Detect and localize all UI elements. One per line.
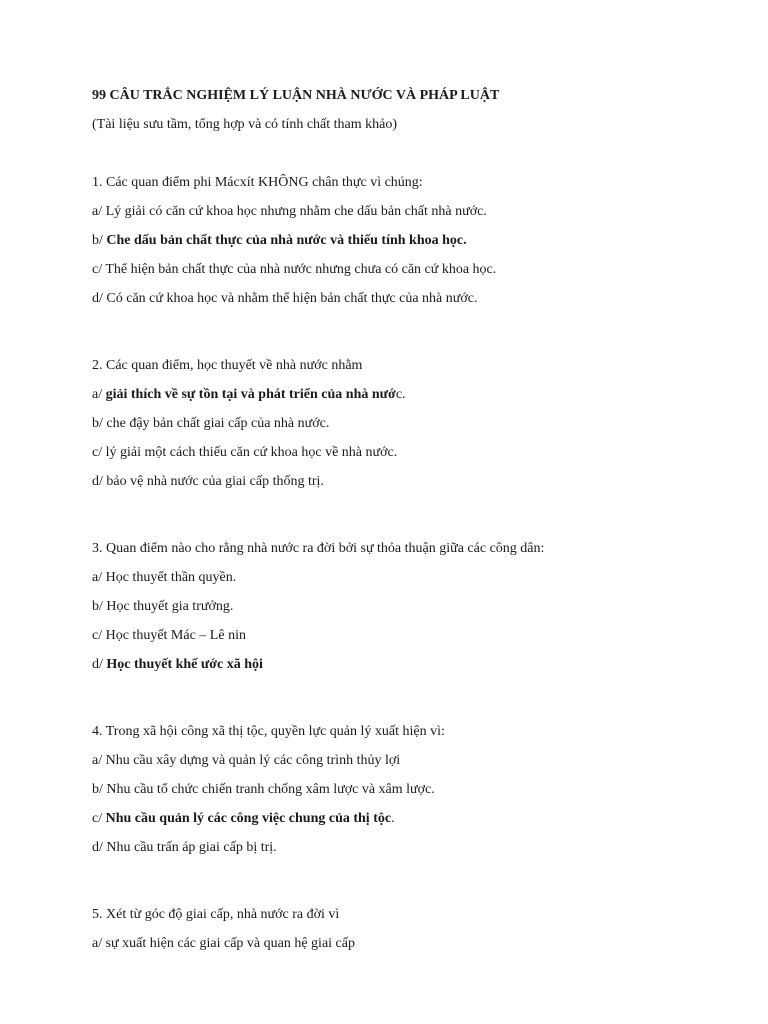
option-prefix: c/	[92, 811, 106, 826]
option-text: lý giải một cách thiếu căn cứ khoa học về nhà nước.	[105, 445, 398, 460]
option-text: Có căn cứ khoa học và nhằm thể hiện bản chất thực của nhà nước.	[106, 291, 478, 306]
option-text: Lý giải có căn cứ khoa học nhưng nhằm che dấu bản chất nhà nước.	[105, 204, 487, 219]
option-text: Học thuyết thần quyền.	[105, 570, 237, 585]
option-a	[92, 934, 732, 963]
option-b	[92, 414, 732, 443]
option-d	[92, 838, 732, 867]
option-prefix: c/	[92, 262, 106, 277]
option-c-correct	[92, 809, 732, 838]
option-a	[92, 568, 732, 597]
option-prefix: a/	[92, 753, 106, 768]
question-5	[92, 905, 732, 963]
option-a	[92, 751, 732, 780]
option-prefix: c/	[92, 445, 106, 460]
option-prefix: d/	[92, 291, 107, 306]
option-d	[92, 289, 732, 318]
option-prefix: b/	[92, 416, 107, 431]
option-text: Nhu cầu trấn áp giai cấp bị trị.	[106, 840, 277, 855]
question-stem: 1. Các quan điểm phi Mácxít KHÔNG chân thực vì chúng:	[92, 175, 423, 190]
option-prefix: d/	[92, 840, 107, 855]
option-prefix: a/	[92, 570, 106, 585]
option-text: Nhu cầu xây dựng và quản lý các công trình thủy lợi	[105, 753, 401, 768]
option-text: bảo vệ nhà nước của giai cấp thống trị.	[106, 474, 324, 489]
document-title: 99 CÂU TRẮC NGHIỆM LÝ LUẬN NHÀ NƯỚC VÀ PHÁP LUẬT	[92, 88, 500, 103]
option-a	[92, 202, 732, 231]
option-a-correct	[92, 385, 732, 414]
question-4	[92, 722, 732, 867]
option-d	[92, 472, 732, 501]
document-subtitle: (Tài liệu sưu tầm, tổng hợp và có tính chất tham khảo)	[92, 117, 398, 132]
question-3	[92, 539, 732, 684]
option-prefix: b/	[92, 782, 107, 797]
option-suffix: c.	[395, 387, 406, 402]
option-prefix: d/	[92, 474, 107, 489]
option-prefix: a/	[92, 936, 106, 951]
option-text: Học thuyết gia trưởng.	[106, 599, 234, 614]
option-text: Học thuyết Mác – Lê nin	[105, 628, 246, 643]
option-text-answer: Học thuyết khế ước xã hội	[106, 657, 263, 672]
option-prefix: b/	[92, 233, 107, 248]
option-prefix: a/	[92, 204, 106, 219]
question-stem: 3. Quan điểm nào cho rằng nhà nước ra đời bởi sự thỏa thuận giữa các công dân:	[92, 541, 545, 556]
option-c	[92, 626, 732, 655]
option-suffix: .	[391, 811, 395, 826]
option-prefix: b/	[92, 599, 107, 614]
option-prefix: d/	[92, 657, 107, 672]
question-stem: 4. Trong xã hội công xã thị tộc, quyền lực quản lý xuất hiện vì:	[92, 724, 445, 739]
option-c	[92, 443, 732, 472]
option-text: Thể hiện bản chất thực của nhà nước nhưng chưa có căn cứ khoa học.	[105, 262, 497, 277]
option-d-correct	[92, 655, 732, 684]
option-b	[92, 597, 732, 626]
question-1	[92, 173, 732, 318]
question-stem: 2. Các quan điểm, học thuyết về nhà nước nhằm	[92, 358, 363, 373]
option-text-answer: Nhu cầu quản lý các công việc chung của thị tộc	[105, 811, 392, 826]
option-prefix: c/	[92, 628, 106, 643]
question-stem: 5. Xét từ góc độ giai cấp, nhà nước ra đời vì	[92, 907, 340, 922]
document-page	[92, 86, 732, 963]
option-prefix: a/	[92, 387, 106, 402]
option-text: sự xuất hiện các giai cấp và quan hệ giai cấp	[105, 936, 355, 951]
option-text-answer: Che dấu bản chất thực của nhà nước và thiếu tính khoa học.	[106, 233, 467, 248]
option-text-answer: giải thích về sự tồn tại và phát triển của nhà nướ	[105, 387, 396, 402]
option-b-correct	[92, 231, 732, 260]
option-c	[92, 260, 732, 289]
question-2	[92, 356, 732, 501]
option-text: Nhu cầu tổ chức chiến tranh chống xâm lược và xâm lược.	[106, 782, 435, 797]
option-text: che đậy bản chất giai cấp của nhà nước.	[106, 416, 330, 431]
option-b	[92, 780, 732, 809]
